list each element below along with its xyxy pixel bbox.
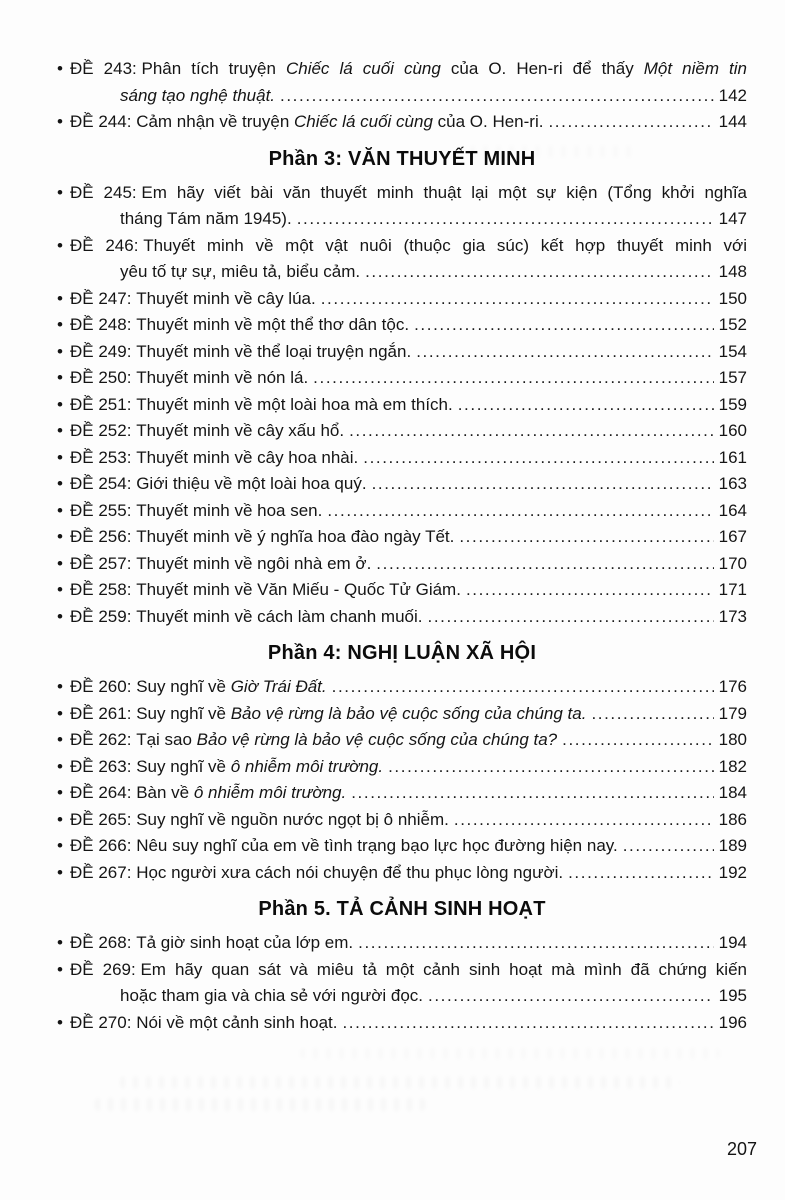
- entry-label: ĐỀ 253:: [70, 447, 132, 467]
- entry-text-segment: Em hãy quan sát và miêu tả một cảnh sinh hoạt mà mình đã chứng kiến: [140, 959, 747, 979]
- entry-text-segment: Suy nghĩ về nguồn nước ngọt bị ô nhiễm.: [136, 809, 449, 829]
- leader-dots: [568, 860, 714, 887]
- entry-line-continuation: [57, 83, 747, 110]
- section-heading: Phần 3: VĂN THUYẾT MINH: [268, 147, 536, 170]
- bullet-icon: •: [57, 394, 63, 414]
- entry-text: [70, 445, 358, 472]
- bullet-icon: •: [57, 288, 63, 308]
- entry-text-segment: yêu tố tự sự, miêu tả, biểu cảm.: [120, 262, 361, 281]
- toc-entry: [57, 56, 747, 109]
- toc-entry: [57, 286, 747, 313]
- entry-text: [70, 392, 453, 419]
- bullet-icon: •: [57, 341, 63, 361]
- entry-line-continuation: [57, 206, 747, 233]
- bullet-icon: •: [57, 809, 63, 829]
- entry-page-number: 161: [718, 447, 747, 467]
- entry-text-segment: Thuyết minh về một loài hoa mà em thích.: [136, 394, 453, 414]
- entry-text: [70, 577, 461, 604]
- bullet-icon: •: [57, 730, 63, 749]
- entry-text-segment: Nêu suy nghĩ của em về tình trạng bạo lực học đường hiện nay.: [136, 836, 618, 855]
- entry-text-segment: Thuyết minh về ý nghĩa hoa đào ngày Tết.: [136, 527, 455, 546]
- entry-page-number: 152: [718, 315, 747, 334]
- entry-label: ĐỀ 245:: [70, 182, 137, 202]
- entry-text: [70, 754, 383, 781]
- entry-page-number: 186: [718, 809, 747, 829]
- leader-dots: [562, 727, 713, 754]
- entry-text-segment: Giờ Trái Đất.: [230, 677, 327, 696]
- leader-dots: [416, 339, 713, 366]
- toc-entry: [57, 392, 747, 419]
- entry-text-segment: Một niềm tin: [643, 59, 747, 78]
- bullet-icon: •: [57, 59, 63, 78]
- entry-text: [70, 524, 454, 551]
- entry-text: [70, 365, 308, 392]
- toc-entry: [57, 524, 747, 551]
- entry-text-segment: tháng Tám năm 1945).: [120, 209, 292, 228]
- entry-page-number: 144: [718, 112, 747, 131]
- toc-entry: [57, 312, 747, 339]
- toc-entry: [57, 1010, 747, 1037]
- entry-text-segment: Thuyết minh về một vật nuôi (thuộc gia súc) kết hợp thuyết minh với: [143, 235, 747, 255]
- bullet-icon: •: [57, 756, 63, 776]
- entry-text-segment: Em hãy viết bài văn thuyết minh thuật lại một sự kiện (Tổng khởi nghĩa: [141, 182, 747, 202]
- leader-dots: [623, 833, 714, 860]
- entry-line: [57, 604, 747, 631]
- scan-bleed-artifact: [300, 1048, 720, 1059]
- leader-dots: [351, 780, 713, 807]
- leader-dots: [327, 498, 713, 525]
- entry-text-segment: Nói về một cảnh sinh hoạt.: [136, 1012, 338, 1032]
- entry-label: ĐỀ 248:: [70, 315, 132, 334]
- entry-label: ĐỀ 263:: [70, 756, 132, 776]
- entry-label: ĐỀ 247:: [70, 288, 132, 308]
- toc-list: [57, 56, 747, 1036]
- bullet-icon: •: [57, 112, 63, 131]
- bullet-icon: •: [57, 182, 63, 202]
- entry-line: [57, 957, 747, 984]
- entry-text-segment: Bảo vệ rừng là bảo vệ cuộc sống của chúng ta?: [196, 730, 558, 749]
- entry-text-segment: Suy nghĩ về: [136, 703, 231, 723]
- entry-page-number: 176: [718, 677, 747, 696]
- entry-page-number: 184: [718, 783, 747, 802]
- toc-entry: [57, 418, 747, 445]
- entry-text-segment: Chiếc lá cuối cùng: [294, 112, 433, 131]
- entry-page-number: 189: [718, 836, 747, 855]
- leader-dots: [428, 604, 714, 631]
- entry-page-number: 192: [718, 862, 747, 882]
- entry-text-segment: Bàn về: [136, 783, 194, 802]
- toc-entry: [57, 551, 747, 578]
- entry-page-number: 171: [718, 580, 747, 599]
- entry-label: ĐỀ 268:: [70, 933, 132, 952]
- entry-line: [57, 339, 747, 366]
- entry-text: [70, 1010, 337, 1037]
- bullet-icon: •: [57, 959, 63, 979]
- leader-dots: [297, 206, 714, 233]
- toc-entry: [57, 860, 747, 887]
- entry-line: [57, 312, 747, 339]
- entry-text-segment: ô nhiễm môi trường.: [230, 756, 384, 776]
- entry-text-segment: của O. Hen-ri để thấy: [440, 59, 644, 78]
- entry-text-segment: Suy nghĩ về: [136, 756, 231, 776]
- bullet-icon: •: [57, 421, 63, 440]
- entry-text-segment: Thuyết minh về ngôi nhà em ở.: [136, 553, 372, 573]
- leader-dots: [365, 259, 714, 286]
- entry-page-number: 163: [718, 474, 747, 493]
- entry-text: [70, 833, 618, 860]
- leader-dots: [459, 524, 713, 551]
- entry-label: ĐỀ 244:: [70, 112, 132, 131]
- bullet-icon: •: [57, 580, 63, 599]
- bullet-icon: •: [57, 1012, 63, 1032]
- entry-text-segment: Thuyết minh về Văn Miếu - Quốc Tử Giám.: [136, 580, 461, 599]
- leader-dots: [358, 930, 713, 957]
- entry-label: ĐỀ 257:: [70, 553, 132, 573]
- entry-text: [70, 498, 322, 525]
- entry-line: [57, 1010, 747, 1037]
- entry-label: ĐỀ 266:: [70, 836, 132, 855]
- entry-text: [120, 83, 275, 110]
- entry-label: ĐỀ 246:: [70, 235, 139, 255]
- entry-page-number: 157: [718, 368, 747, 387]
- entry-page-number: 167: [718, 527, 747, 546]
- leader-dots: [332, 674, 714, 701]
- entry-line-continuation: [57, 983, 747, 1010]
- entry-line: [57, 56, 747, 83]
- entry-line: [57, 930, 747, 957]
- leader-dots: [363, 445, 713, 472]
- entry-text: [70, 286, 316, 313]
- entry-text-segment: Thuyết minh về một thể thơ dân tộc.: [136, 315, 410, 334]
- toc-entry: [57, 445, 747, 472]
- entry-text: [70, 701, 586, 728]
- entry-label: ĐỀ 260:: [70, 677, 132, 696]
- entry-page-number: 180: [718, 730, 747, 749]
- entry-text-segment: Suy nghĩ về: [136, 677, 231, 696]
- section-heading: Phần 4: NGHỊ LUẬN XÃ HỘI: [267, 642, 537, 664]
- toc-entry: [57, 180, 747, 233]
- entry-text: [120, 259, 360, 286]
- leader-dots: [458, 392, 714, 419]
- entry-label: ĐỀ 255:: [70, 500, 132, 520]
- entry-text-segment: Thuyết minh về cây lúa.: [136, 288, 316, 308]
- leader-dots: [349, 418, 714, 445]
- entry-text: [70, 312, 409, 339]
- entry-page-number: 164: [718, 500, 747, 520]
- entry-page-number: 182: [718, 756, 747, 776]
- bullet-icon: •: [57, 527, 63, 546]
- entry-label: ĐỀ 251:: [70, 394, 132, 414]
- bullet-icon: •: [57, 836, 63, 855]
- entry-line: [57, 498, 747, 525]
- entry-page-number: 194: [718, 933, 747, 952]
- entry-text-segment: Học người xưa cách nói chuyện để thu phục lòng người.: [136, 862, 564, 882]
- entry-label: ĐỀ 256:: [70, 527, 132, 546]
- entry-text-segment: hoặc tham gia và chia sẻ với người đọc.: [120, 986, 423, 1005]
- entry-page-number: 160: [718, 421, 747, 440]
- entry-line-continuation: [57, 259, 747, 286]
- entry-text: [70, 551, 371, 578]
- entry-text-segment: Thuyết minh về cách làm chanh muối.: [136, 606, 423, 626]
- entry-text: [70, 471, 367, 498]
- scan-bleed-artifact: [120, 1076, 680, 1089]
- entry-text-segment: Chiếc lá cuối cùng: [285, 59, 441, 78]
- entry-text-segment: Thuyết minh về thể loại truyện ngắn.: [136, 341, 412, 361]
- bullet-icon: •: [57, 368, 63, 387]
- entry-label: ĐỀ 243:: [70, 59, 137, 78]
- entry-page-number: 173: [718, 606, 747, 626]
- entry-line: [57, 365, 747, 392]
- entry-line: [57, 833, 747, 860]
- entry-label: ĐỀ 259:: [70, 606, 132, 626]
- entry-label: ĐỀ 252:: [70, 421, 132, 440]
- leader-dots: [342, 1010, 713, 1037]
- bullet-icon: •: [57, 235, 63, 255]
- entry-line: [57, 780, 747, 807]
- entry-line: [57, 754, 747, 781]
- bullet-icon: •: [57, 447, 63, 467]
- leader-dots: [321, 286, 714, 313]
- toc-entry: [57, 471, 747, 498]
- entry-label: ĐỀ 267:: [70, 862, 132, 882]
- toc-entry: [57, 754, 747, 781]
- toc-entry: [57, 957, 747, 1010]
- entry-page-number: 147: [718, 209, 747, 228]
- bullet-icon: •: [57, 783, 63, 802]
- entry-line: [57, 524, 747, 551]
- entry-text: [120, 983, 423, 1010]
- entry-line: [57, 233, 747, 260]
- entry-page-number: 150: [718, 288, 747, 308]
- entry-label: ĐỀ 269:: [70, 959, 136, 979]
- entry-label: ĐỀ 264:: [70, 783, 132, 802]
- bullet-icon: •: [57, 862, 63, 882]
- entry-page-number: 142: [718, 85, 747, 105]
- scan-bleed-artifact: [95, 1098, 425, 1111]
- toc-entry: [57, 365, 747, 392]
- entry-line: [57, 807, 747, 834]
- toc-entry: [57, 604, 747, 631]
- bullet-icon: •: [57, 677, 63, 696]
- toc-entry: [57, 780, 747, 807]
- leader-dots: [388, 754, 714, 781]
- entry-text-segment: sáng tạo nghệ thuật.: [120, 85, 276, 105]
- leader-dots: [591, 701, 713, 728]
- bullet-icon: •: [57, 315, 63, 334]
- toc-entry: [57, 674, 747, 701]
- entry-page-number: 154: [718, 341, 747, 361]
- entry-label: ĐỀ 258:: [70, 580, 132, 599]
- entry-page-number: 179: [718, 703, 747, 723]
- leader-dots: [454, 807, 714, 834]
- entry-text: [70, 109, 543, 136]
- entry-line: [57, 180, 747, 207]
- leader-dots: [414, 312, 714, 339]
- toc-entry: [57, 701, 747, 728]
- entry-line: [57, 551, 747, 578]
- entry-text-segment: Phân tích truyện: [141, 59, 286, 78]
- entry-line: [57, 727, 747, 754]
- entry-text: [70, 860, 563, 887]
- entry-text: [70, 233, 747, 260]
- entry-text-segment: ô nhiễm môi trường.: [193, 783, 347, 802]
- entry-text: [70, 56, 747, 83]
- entry-label: ĐỀ 262:: [70, 730, 132, 749]
- toc-entry: [57, 339, 747, 366]
- bullet-icon: •: [57, 474, 63, 493]
- entry-label: ĐỀ 250:: [70, 368, 132, 387]
- leader-dots: [466, 577, 714, 604]
- entry-text: [70, 339, 411, 366]
- entry-text: [70, 604, 423, 631]
- toc-entry: [57, 833, 747, 860]
- entry-label: ĐỀ 270:: [70, 1012, 132, 1032]
- entry-text-segment: Thuyết minh về nón lá.: [136, 368, 309, 387]
- bullet-icon: •: [57, 553, 63, 573]
- entry-text: [120, 206, 292, 233]
- entry-label: ĐỀ 261:: [70, 703, 132, 723]
- entry-text: [70, 807, 449, 834]
- entry-label: ĐỀ 265:: [70, 809, 132, 829]
- entry-page-number: 196: [718, 1012, 747, 1032]
- entry-text: [70, 674, 327, 701]
- entry-page-number: 148: [718, 262, 747, 281]
- entry-text-segment: Bảo vệ rừng là bảo vệ cuộc sống của chúng ta.: [230, 703, 587, 723]
- entry-text-segment: Giới thiệu về một loài hoa quý.: [136, 474, 367, 493]
- toc-entry: [57, 807, 747, 834]
- bullet-icon: •: [57, 703, 63, 723]
- leader-dots: [313, 365, 713, 392]
- entry-text-segment: Cảm nhận về truyện: [136, 112, 294, 131]
- entry-line: [57, 860, 747, 887]
- entry-text: [70, 930, 353, 957]
- entry-page-number: 170: [718, 553, 747, 573]
- bullet-icon: •: [57, 606, 63, 626]
- entry-line: [57, 445, 747, 472]
- entry-page-number: 195: [718, 986, 747, 1005]
- entry-line: [57, 674, 747, 701]
- leader-dots: [280, 83, 714, 110]
- entry-text: [70, 727, 557, 754]
- leader-dots: [428, 983, 714, 1010]
- entry-line: [57, 701, 747, 728]
- entry-text-segment: Thuyết minh về cây hoa nhài.: [136, 447, 359, 467]
- entry-text-segment: Thuyết minh về hoa sen.: [136, 500, 323, 520]
- entry-label: ĐỀ 249:: [70, 341, 132, 361]
- toc-entry: [57, 498, 747, 525]
- entry-text: [70, 180, 747, 207]
- page-number: 207: [726, 1139, 757, 1159]
- toc-entry: [57, 930, 747, 957]
- entry-line: [57, 392, 747, 419]
- entry-line: [57, 418, 747, 445]
- section-heading: Phần 5. TẢ CẢNH SINH HOẠT: [258, 898, 546, 920]
- leader-dots: [372, 471, 714, 498]
- entry-text: [70, 957, 747, 984]
- bullet-icon: •: [57, 500, 63, 520]
- entry-line: [57, 109, 747, 136]
- entry-text: [70, 780, 346, 807]
- entry-line: [57, 577, 747, 604]
- entry-text: [70, 418, 344, 445]
- entry-line: [57, 286, 747, 313]
- entry-text-segment: Thuyết minh về cây xấu hổ.: [136, 421, 345, 440]
- toc-entry: [57, 109, 747, 136]
- toc-entry: [57, 233, 747, 286]
- bullet-icon: •: [57, 933, 63, 952]
- entry-text-segment: Tại sao: [136, 730, 197, 749]
- entry-text-segment: Tả giờ sinh hoạt của lớp em.: [136, 933, 354, 952]
- entry-text-segment: của O. Hen-ri.: [432, 112, 544, 131]
- entry-label: ĐỀ 254:: [70, 474, 132, 493]
- leader-dots: [376, 551, 713, 578]
- toc-entry: [57, 727, 747, 754]
- entry-line: [57, 471, 747, 498]
- toc-entry: [57, 577, 747, 604]
- leader-dots: [548, 109, 713, 136]
- entry-page-number: 159: [718, 394, 747, 414]
